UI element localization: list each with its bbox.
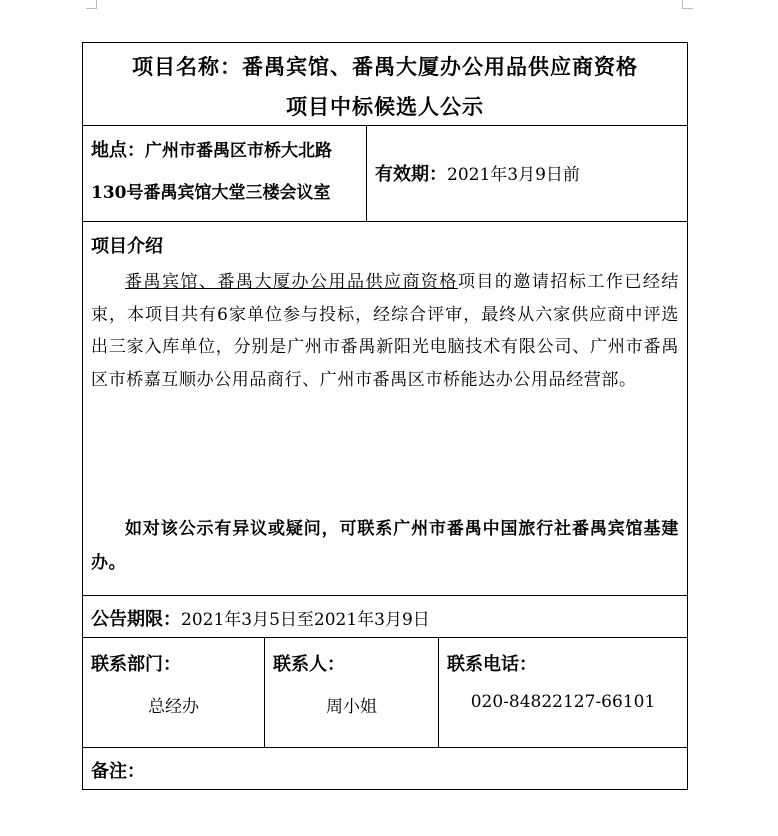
remark-row [82,748,688,790]
phone-value: 020-84822127-66101 [470,692,656,712]
page-corner-mark-left [86,0,97,9]
location-line-2: 130号番禺宾馆大堂三楼会议室 [91,183,331,203]
department-label: 联系部门： [91,654,181,675]
phone-cell [439,638,687,747]
location-validity-row [82,126,688,222]
location-label: 地点： [91,140,145,161]
intro-body: 项目的邀请招标工作已经结束，本项目共有6家单位参与投标，经综合评审，最终从六家供应商中评选出三家入库单位，分别是广州市番禺新阳光电脑技术有限公司、广州市番禺区市桥嘉互顺办公用品商行、广州市番禺区市桥能达办公用品经营部。 [91,272,679,390]
location-line-1 [91,136,332,162]
intro-paragraph [91,266,679,396]
announcement-table [82,42,688,790]
title-line-1: 项目名称：番禺宾馆、番禺大厦办公用品供应商资格 [132,54,638,79]
phone-label: 联系电话： [447,654,537,675]
department-value: 总经办 [148,697,199,717]
intro-heading: 项目介绍 [91,236,163,257]
objection-contact-note: 如对该公示有异议或疑问，可联系广州市番禺中国旅行社番禺宾馆基建办。 [91,519,679,573]
period-label: 公告期限： [91,609,181,630]
title-line-2: 项目中标候选人公示 [286,94,484,119]
validity-cell [375,160,580,186]
period-cell [91,605,430,631]
period-value: 2021年3月5日至2021年3月9日 [181,610,430,630]
location-cell [83,126,367,221]
person-value: 周小姐 [326,697,377,717]
page-corner-mark-right [682,0,693,9]
title-row [82,42,688,126]
intro-row [82,222,688,596]
validity-value: 2021年3月9日前 [447,165,580,185]
remark-label: 备注： [91,761,145,782]
validity-label: 有效期： [375,164,447,185]
period-row [82,596,688,638]
location-value-1: 广州市番禺区市桥大北路 [145,141,332,161]
person-cell [265,638,439,747]
department-cell [83,638,265,747]
intro-project-name: 番禺宾馆、番禺大厦办公用品供应商资格 [125,272,458,292]
person-label: 联系人： [273,654,345,675]
contact-row [82,638,688,748]
